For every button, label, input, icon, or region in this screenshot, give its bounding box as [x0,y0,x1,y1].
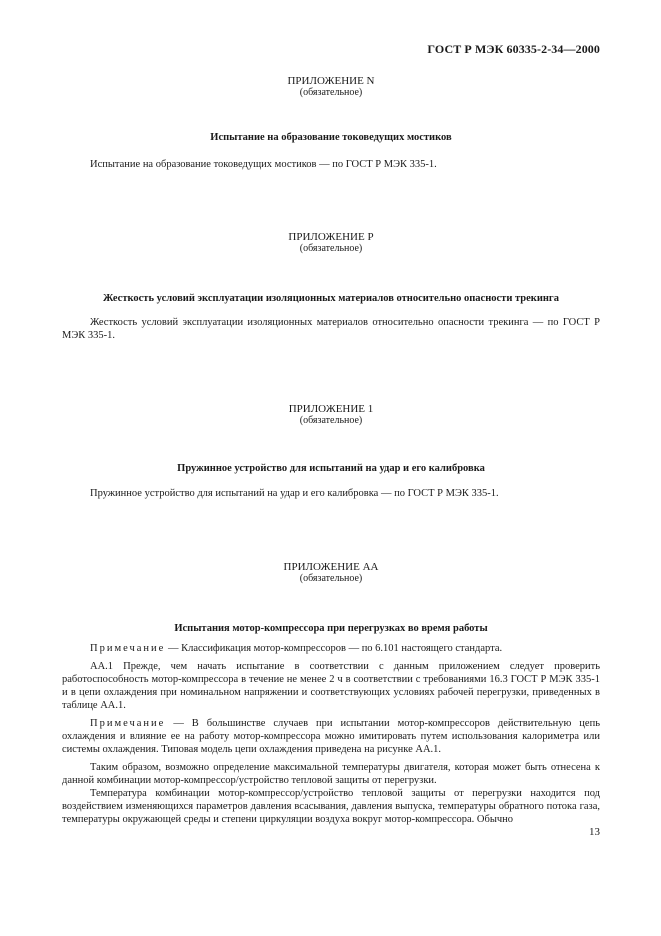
annex-aa-title: ПРИЛОЖЕНИЕ АА [283,561,379,573]
paragraph-max-temperature: Таким образом, возможно определение максимальной температуры двигателя, которая может быть отнесена к данной комбинации мотор-компрессор/устройство тепловой защиты от перегрузки. [62,762,600,786]
annex-n-title: ПРИЛОЖЕНИЕ N [287,75,375,87]
annex-1-status: (обязательное) [299,415,363,426]
annex-n-text: Испытание на образование токоведущих мостиков — по ГОСТ Р МЭК 335-1. [90,159,437,170]
note-text: — В большинстве случаев при испытании мотор-компрессоров действительную цепь охлаждения и влияние ее на работу мотор-компрессора можно имитировать путем использования калориметра или системы охлаждения. Типовая модель цепи охлаждения приведена на рисунке АА.1. [62,718,600,755]
document-code-header: ГОСТ Р МЭК 60335-2-34—2000 [427,42,600,56]
annex-1-title: ПРИЛОЖЕНИЕ 1 [288,403,374,415]
paragraph-combination-temperature: Температура комбинации мотор-компрессор/устройство тепловой защиты от перегрузки находится под воздействием изменяющихся параметров давления всасывания, давления выпуска, температуры обратного потока газа, температуры окружающей среды и степени циркуляции воздуха вокруг мотор-компрессора. Обычно [62,788,600,825]
note-label: Примечание [90,718,166,729]
annex-1-heading: Пружинное устройство для испытаний на удар и его калибровка [177,463,485,474]
annex-n-heading: Испытание на образование токоведущих мостиков [210,132,452,143]
note-cooling-circuit [62,717,600,756]
annex-p-status: (обязательное) [299,243,363,254]
note-text: — Классификация мотор-компрессоров — по 6.101 настоящего стандарта. [165,643,503,654]
page-number: 13 [589,826,600,838]
note-classification [62,642,600,655]
annex-aa-heading: Испытания мотор-компрессора при перегрузках во время работы [174,623,488,634]
annex-p-text: Жесткость условий эксплуатации изоляционных материалов относительно опасности трекинга — по ГОСТ Р МЭК 335-1. [62,317,600,341]
annex-aa-status: (обязательное) [299,573,363,584]
annex-p-heading: Жесткость условий эксплуатации изоляционных материалов относительно опасности трекинга [103,293,559,304]
note-label: Примечание [90,643,166,654]
annex-p-title: ПРИЛОЖЕНИЕ Р [288,231,374,243]
annex-n-status: (обязательное) [299,87,363,98]
annex-aa-body [62,642,600,826]
paragraph-aa1: АА.1 Прежде, чем начать испытание в соответствии с данным приложением следует проверить работоспособность мотор-компрессора в течение не менее 2 ч в соответствии с требованиями 16.3 ГОСТ Р МЭК 335-1 и в цепи охлаждения при номинальном напряжении и соответствующих условиях рабочей перегрузки, приведенных в таблице АА.1. [62,661,600,711]
annex-1-text: Пружинное устройство для испытаний на удар и его калибровка — по ГОСТ Р МЭК 335-1. [90,488,499,499]
